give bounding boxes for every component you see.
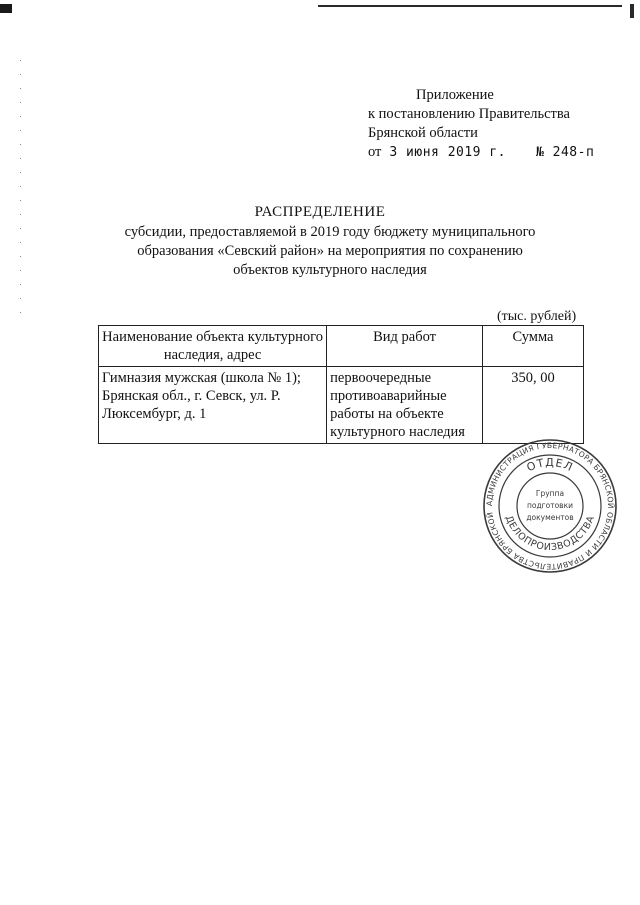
date-prefix: от — [368, 144, 382, 160]
units-note: (тыс. рублей) — [497, 309, 577, 324]
document-title: РАСПРЕДЕЛЕНИЕ — [254, 204, 386, 220]
appendix-header — [368, 86, 594, 162]
scan-top-edge — [318, 5, 622, 7]
header-object: Наименование объекта культурного наследия, адрес — [99, 326, 327, 367]
table-header-row — [99, 326, 584, 367]
stamp-top-text: ОТДЕЛ — [524, 455, 576, 475]
scan-corner-tick — [630, 4, 634, 18]
cell-object: Гимназия мужская (школа № 1); Брянская обл., г. Севск, ул. Р. Люксембург, д. 1 — [99, 367, 327, 444]
stamp-center-line-2: подготовки — [527, 501, 573, 510]
stamp-center-line-3: документов — [526, 513, 574, 522]
appendix-title: Приложение — [416, 87, 494, 103]
scan-margin-dots — [20, 60, 21, 320]
document-number: № 248-п — [535, 145, 595, 160]
cell-work: первоочередные противоаварийные работы на объекте культурного наследия — [327, 367, 483, 444]
scan-corner-mark — [0, 4, 12, 13]
header-amount: Сумма — [482, 326, 583, 367]
appendix-resolution: к постановлению Правительства — [368, 106, 570, 122]
table-row — [99, 367, 584, 444]
cell-amount: 350, 00 — [482, 367, 583, 444]
appendix-region: Брянской области — [368, 125, 478, 141]
appendix-date-row — [368, 143, 594, 162]
stamp-center-line-1: Группа — [535, 489, 565, 498]
official-stamp — [482, 438, 618, 574]
stamp-outer-text: АДМИНИСТРАЦИЯ ГУБЕРНАТОРА БРЯНСКОЙ ОБЛАСТИ И ПРАВИТЕЛЬСТВА БРЯНСКОЙ — [484, 440, 616, 572]
header-work: Вид работ — [327, 326, 483, 367]
date-value: 3 июня 2019 г. — [389, 145, 506, 160]
distribution-table — [98, 325, 584, 444]
stamp-bottom-text: ДЕЛОПРОИЗВОДСТВА — [502, 514, 598, 554]
document-subtitle: субсидии, предоставляемой в 2019 году бюджету муниципального образования «Севский район» на мероприятия по сохранению объектов культурного наследия — [124, 224, 536, 278]
